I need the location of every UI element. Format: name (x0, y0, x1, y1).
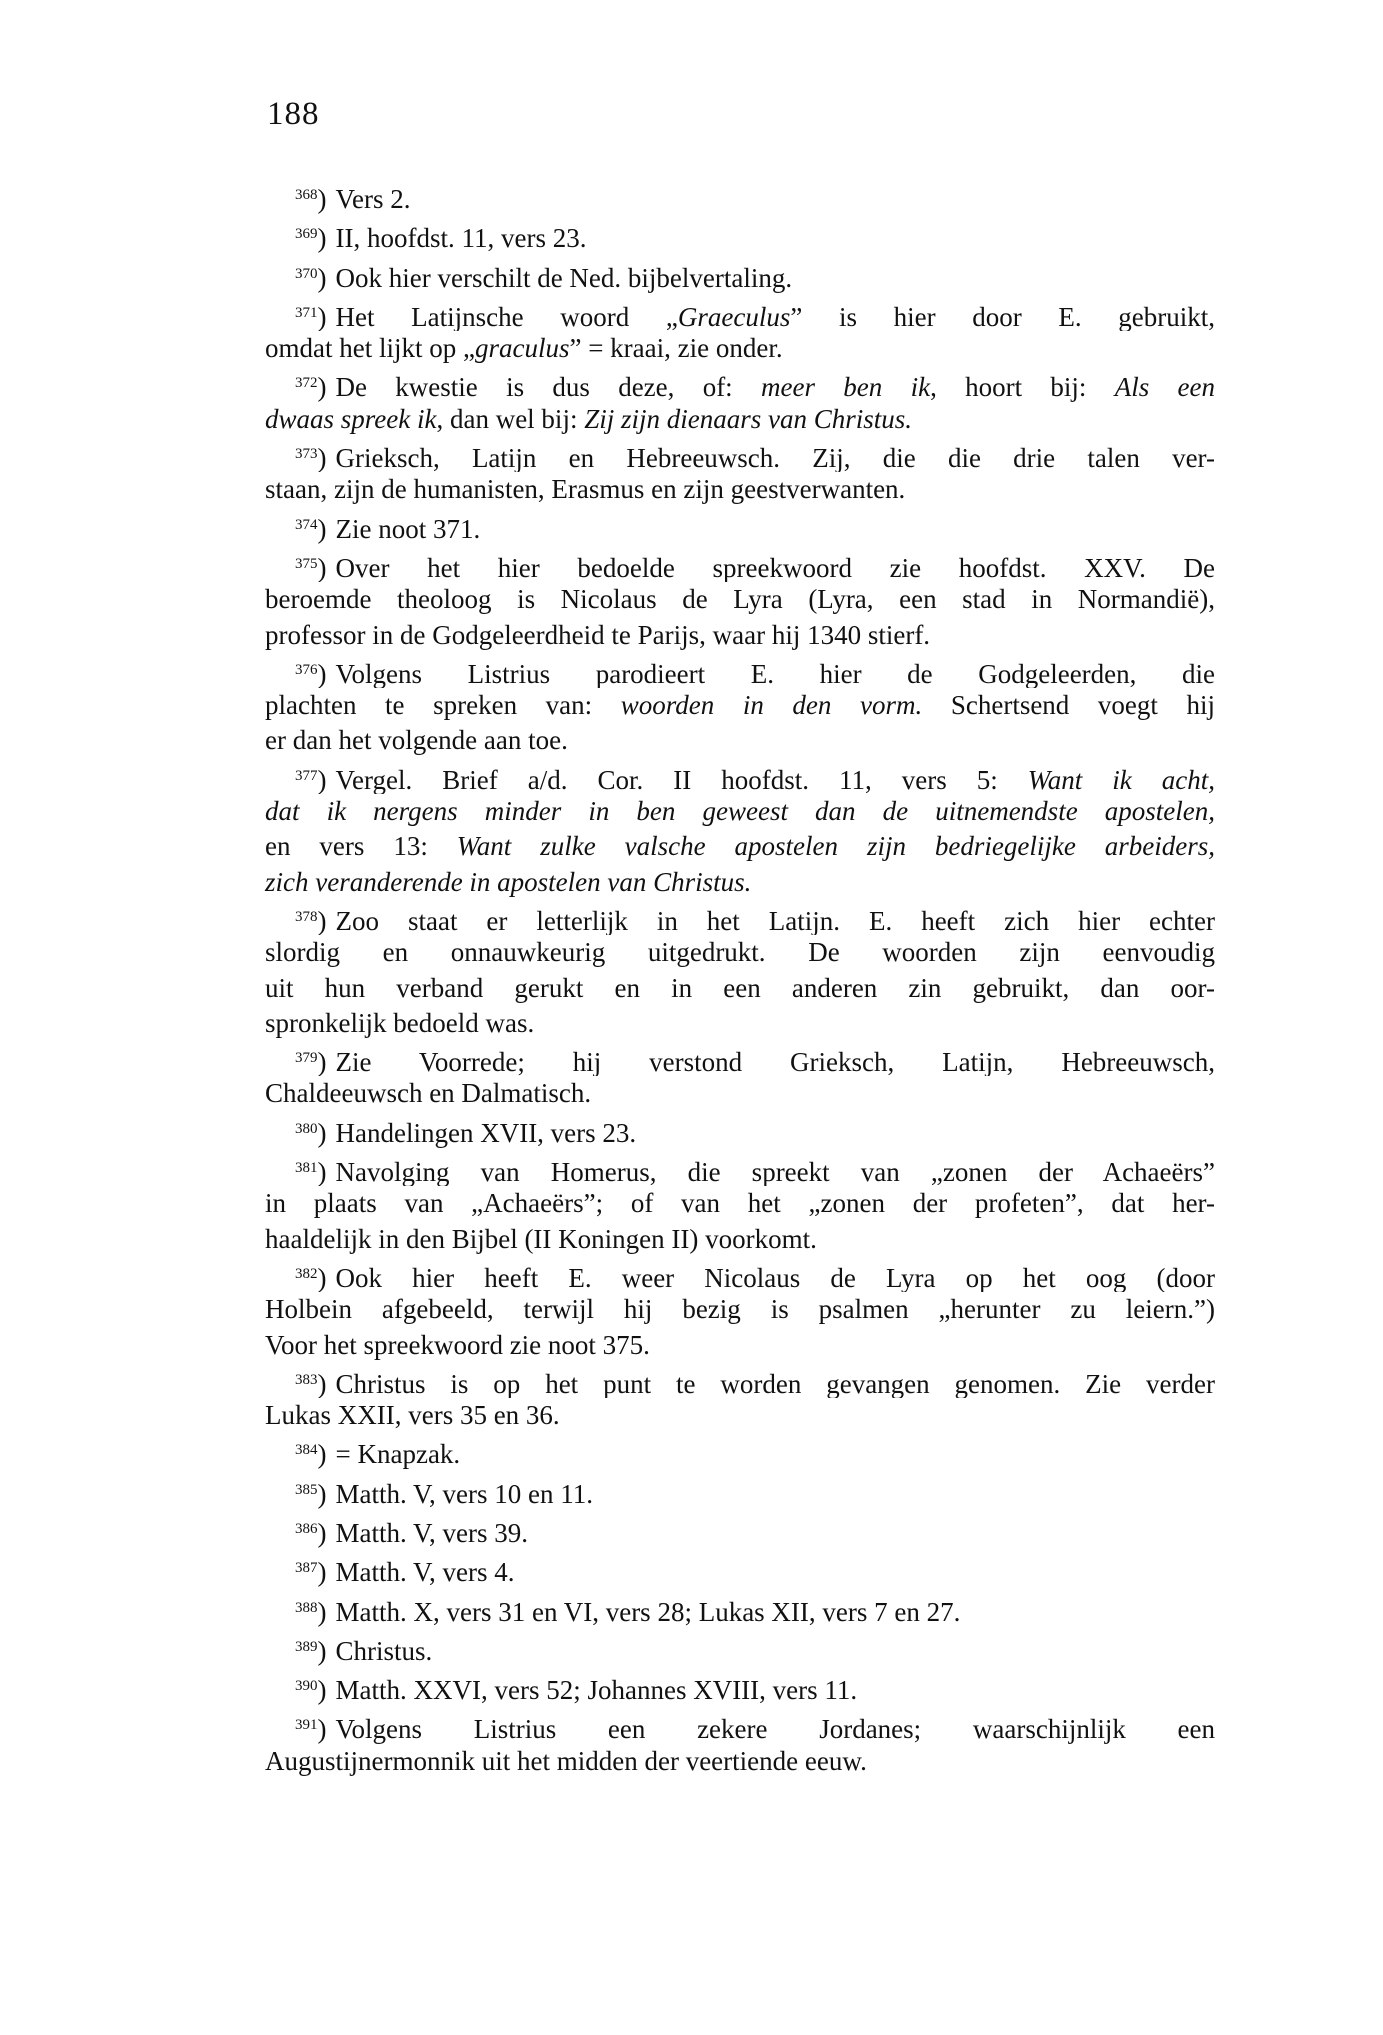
footnote-line (265, 1151, 1215, 1186)
footnote-377 (265, 759, 1215, 900)
footnote-line (265, 178, 1215, 217)
footnote-paren: ) (317, 443, 327, 473)
footnote-text: slordig en onnauwkeurig uitgedrukt. De woorden zijn eenvoudig (265, 937, 1215, 968)
footnote-line (265, 971, 1215, 1006)
footnote-text: Vers 2. (335, 184, 411, 214)
footnote-number: 369 (295, 226, 318, 243)
footnote-text: uit hun verband gerukt en in een anderen zin gebruikt, dan oor- (265, 972, 1215, 1003)
footnote-number: 389 (295, 1638, 318, 1655)
footnote-text: Zie Voorrede; hij verstond Grieksch, Latijn, Hebreeuwsch, (335, 1047, 1215, 1077)
footnote-paren: ) (317, 1117, 327, 1148)
footnote-line (265, 688, 1215, 723)
footnote-389 (265, 1630, 1215, 1669)
footnote-italic-text: Graeculus (677, 301, 791, 332)
footnote-line (265, 1551, 1215, 1590)
footnote-number: 376 (295, 661, 318, 678)
footnote-italic-text: Zij zijn dienaars van Christus. (584, 403, 912, 434)
footnote-line (265, 618, 1215, 653)
footnote-372 (265, 366, 1215, 437)
footnote-line (265, 759, 1215, 794)
footnote-paren: ) (317, 1047, 327, 1077)
footnote-text: Matth. V, vers 4. (335, 1557, 515, 1588)
footnote-line (265, 1186, 1215, 1221)
footnote-text: ” is hier door E. gebruikt, (790, 301, 1215, 332)
footnote-text: Volgens Listrius parodieert E. hier de Godgeleerden, die (335, 658, 1215, 689)
footnote-paren: ) (317, 1439, 327, 1470)
footnote-text: beroemde theoloog is Nicolaus de Lyra (Lyra, een stad in Normandië), (265, 584, 1215, 615)
footnote-number: 390 (295, 1678, 318, 1695)
footnote-text: Navolging van Homerus, die spreekt van „zonen der Achaeërs” (335, 1157, 1215, 1187)
footnote-line (265, 1041, 1215, 1076)
footnote-text: Vergel. Brief a/d. Cor. II hoofdst. 11, vers 5: (335, 764, 1028, 795)
footnote-383 (265, 1363, 1215, 1434)
footnote-line (265, 1512, 1215, 1551)
footnote-text: Christus is op het punt te worden gevangen genomen. Zie verder (335, 1368, 1215, 1399)
footnote-378 (265, 900, 1215, 1041)
footnote-text: Matth. X, vers 31 en VI, vers 28; Lukas XII, vers 7 en 27. (335, 1596, 961, 1627)
footnote-number: 391 (295, 1717, 318, 1734)
footnote-text: Matth. V, vers 10 en 11. (335, 1478, 593, 1509)
footnote-line (265, 1292, 1215, 1327)
footnote-370 (265, 257, 1215, 296)
footnote-382 (265, 1257, 1215, 1363)
footnote-text: Volgens Listrius een zekere Jordanes; waarschijnlijk een (335, 1714, 1215, 1744)
footnote-number: 387 (295, 1560, 318, 1577)
footnote-line (265, 1398, 1215, 1433)
footnote-line (265, 865, 1215, 900)
footnote-line (265, 217, 1215, 256)
footnote-paren: ) (317, 1557, 327, 1588)
footnote-385 (265, 1473, 1215, 1512)
footnote-number: 375 (295, 555, 318, 572)
footnote-italic-text: Als een (1114, 372, 1215, 402)
footnote-text: Schertsend voegt hij (922, 690, 1215, 721)
footnotes (265, 178, 1215, 1779)
footnote-text: ” = kraai, zie onder. (569, 333, 783, 364)
footnote-text: in plaats van „Achaeërs”; of van het „zonen der profeten”, dat her- (265, 1188, 1215, 1219)
footnote-italic-text: meer ben ik (761, 372, 931, 402)
footnote-text: , dan wel bij: (436, 403, 585, 434)
footnote-italic-text: Want zulke valsche apostelen zijn bedriegelijke arbeiders, (456, 831, 1215, 862)
footnote-text: Over het hier bedoelde spreekwoord zie hoofdst. XXV. De (335, 552, 1215, 583)
footnote-text: Het Latijnsche woord „ (335, 301, 678, 332)
footnote-text: professor in de Godgeleerdheid te Parijs, waar hij 1340 stierf. (265, 619, 931, 650)
footnote-line (265, 402, 1215, 437)
footnote-text: Chaldeeuwsch en Dalmatisch. (265, 1078, 592, 1109)
footnote-italic-text: Want ik acht, (1027, 764, 1215, 795)
footnote-text: Ook hier verschilt de Ned. bijbelvertaling. (335, 262, 793, 293)
footnote-paren: ) (317, 1675, 327, 1706)
footnote-number: 383 (295, 1371, 318, 1388)
footnote-italic-text: graculus (474, 333, 570, 364)
footnote-number: 382 (295, 1265, 318, 1282)
footnote-line (265, 1112, 1215, 1151)
footnote-number: 381 (295, 1160, 318, 1177)
footnote-number: 371 (295, 304, 318, 321)
footnote-line (265, 1006, 1215, 1041)
footnote-number: 385 (295, 1481, 318, 1498)
footnote-line (265, 1630, 1215, 1669)
footnote-number: 388 (295, 1599, 318, 1616)
footnote-text: Matth. XXVI, vers 52; Johannes XVIII, vers 11. (335, 1675, 858, 1706)
footnote-text: Zie noot 371. (335, 513, 481, 544)
footnote-text: De kwestie is dus deze, of: (335, 372, 761, 402)
footnote-paren: ) (317, 184, 327, 214)
footnote-line (265, 1328, 1215, 1363)
footnote-line (265, 723, 1215, 758)
footnote-paren: ) (317, 1714, 327, 1744)
footnote-line (265, 935, 1215, 970)
footnote-368 (265, 178, 1215, 217)
footnote-number: 368 (295, 187, 318, 203)
footnote-371 (265, 296, 1215, 367)
footnote-line (265, 794, 1215, 829)
footnote-paren: ) (317, 552, 327, 583)
footnote-text: Augustijnermonnik uit het midden der veertiende eeuw. (265, 1745, 867, 1776)
footnote-number: 386 (295, 1520, 318, 1537)
footnote-paren: ) (317, 1596, 327, 1627)
footnote-paren: ) (317, 372, 327, 402)
footnote-line (265, 900, 1215, 935)
footnote-paren: ) (317, 1478, 327, 1509)
footnote-italic-text: woorden in den vorm. (620, 690, 923, 721)
footnote-number: 373 (295, 446, 318, 463)
footnote-text: Handelingen XVII, vers 23. (335, 1117, 637, 1148)
footnote-number: 380 (295, 1120, 318, 1137)
footnote-line (265, 257, 1215, 296)
footnote-line (265, 1076, 1215, 1111)
footnote-text: Matth. V, vers 39. (335, 1517, 529, 1548)
footnote-text: Zoo staat er letterlijk in het Latijn. E. heeft zich hier echter (335, 905, 1215, 936)
page-number: 188 (267, 96, 320, 132)
footnote-number: 370 (295, 265, 318, 282)
footnote-paren: ) (317, 1262, 327, 1293)
footnote-line (265, 1257, 1215, 1292)
footnote-line (265, 1591, 1215, 1630)
footnote-376 (265, 653, 1215, 759)
footnote-line (265, 1708, 1215, 1743)
footnote-384 (265, 1433, 1215, 1472)
footnote-italic-text: zich veranderende in apostelen van Christus. (265, 866, 752, 897)
footnote-paren: ) (317, 513, 327, 544)
footnote-line (265, 829, 1215, 864)
footnote-line (265, 653, 1215, 688)
footnote-391 (265, 1708, 1215, 1779)
footnote-number: 374 (295, 516, 318, 533)
footnote-number: 384 (295, 1442, 318, 1459)
footnote-paren: ) (317, 223, 327, 254)
footnote-line (265, 437, 1215, 472)
footnote-line (265, 1669, 1215, 1708)
footnote-text: en vers 13: (265, 831, 457, 862)
footnote-380 (265, 1112, 1215, 1151)
footnote-text: Lukas XXII, vers 35 en 36. (265, 1400, 560, 1431)
footnote-text: Christus. (335, 1635, 433, 1666)
footnote-line (265, 472, 1215, 507)
footnote-374 (265, 508, 1215, 547)
footnote-paren: ) (317, 1157, 327, 1187)
footnote-text: haaldelijk in den Bijbel (II Koningen II) voorkomt. (265, 1223, 817, 1254)
footnote-line (265, 366, 1215, 401)
footnote-line (265, 1744, 1215, 1779)
footnote-text: staan, zijn de humanisten, Erasmus en zijn geestverwanten. (265, 474, 906, 505)
footnote-387 (265, 1551, 1215, 1590)
footnote-paren: ) (317, 1368, 327, 1399)
footnote-paren: ) (317, 905, 327, 936)
footnote-line (265, 331, 1215, 366)
footnote-text: er dan het volgende aan toe. (265, 725, 568, 756)
footnote-paren: ) (317, 658, 327, 689)
footnote-paren: ) (317, 1517, 327, 1548)
footnote-line (265, 1433, 1215, 1472)
footnote-text: spronkelijk bedoeld was. (265, 1007, 535, 1038)
footnote-paren: ) (317, 262, 327, 293)
footnote-text: Grieksch, Latijn en Hebreeuwsch. Zij, die die drie talen ver- (335, 443, 1215, 473)
footnote-italic-text: dwaas spreek ik (265, 403, 437, 434)
footnote-italic-text: dat ik nergens minder in ben geweest dan de uitnemendste apostelen, (265, 796, 1215, 827)
footnote-number: 378 (295, 908, 318, 925)
footnote-number: 379 (295, 1050, 318, 1067)
footnote-388 (265, 1591, 1215, 1630)
footnote-text: plachten te spreken van: (265, 690, 621, 721)
footnote-text: = Knapzak. (335, 1439, 461, 1470)
footnote-390 (265, 1669, 1215, 1708)
footnote-paren: ) (317, 764, 327, 795)
footnote-379 (265, 1041, 1215, 1112)
footnote-line (265, 508, 1215, 547)
footnote-text: II, hoofdst. 11, vers 23. (335, 223, 587, 254)
footnote-386 (265, 1512, 1215, 1551)
footnote-paren: ) (317, 1635, 327, 1666)
footnote-text: omdat het lijkt op „ (265, 333, 475, 364)
footnote-369 (265, 217, 1215, 256)
footnote-text: Holbein afgebeeld, terwijl hij bezig is psalmen „herunter zu leiern.”) (265, 1294, 1215, 1325)
footnote-375 (265, 547, 1215, 653)
footnote-373 (265, 437, 1215, 508)
footnote-line (265, 1222, 1215, 1257)
footnote-number: 377 (295, 767, 318, 784)
footnote-line (265, 296, 1215, 331)
footnote-text: Voor het spreekwoord zie noot 375. (265, 1329, 650, 1360)
footnote-line (265, 1363, 1215, 1398)
footnote-number: 372 (295, 375, 318, 392)
footnote-text: , hoort bij: (930, 372, 1115, 402)
footnote-paren: ) (317, 301, 327, 332)
footnote-text: Ook hier heeft E. weer Nicolaus de Lyra op het oog (door (335, 1262, 1215, 1293)
footnote-line (265, 1473, 1215, 1512)
footnote-line (265, 547, 1215, 582)
footnote-381 (265, 1151, 1215, 1257)
footnote-line (265, 582, 1215, 617)
